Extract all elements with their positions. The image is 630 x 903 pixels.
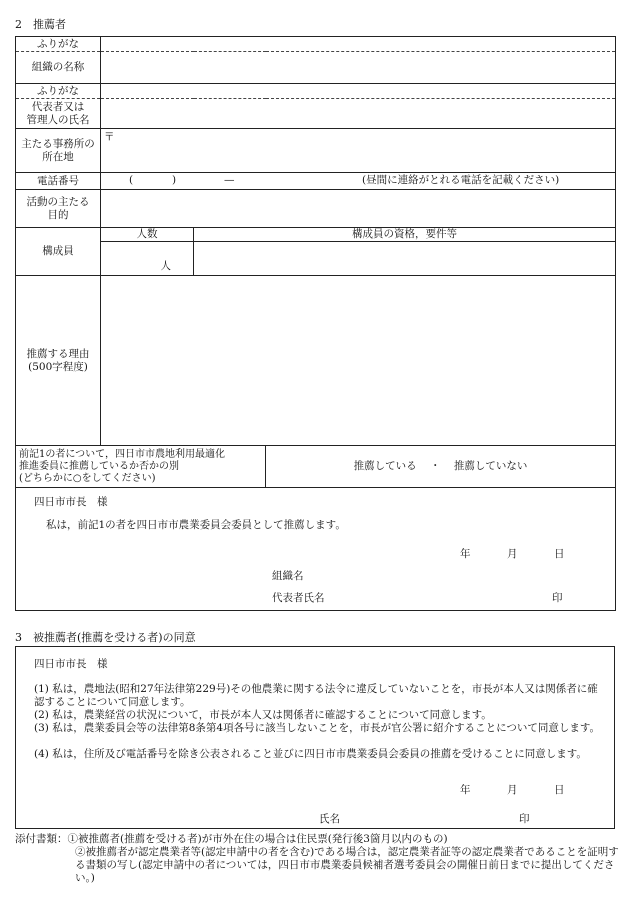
members-qual-field[interactable]	[194, 242, 616, 276]
consent-seal-mark: 印	[519, 813, 530, 825]
phone-note: (昼間に連絡がとれる電話を記載ください)	[362, 174, 560, 186]
purpose-label-line2: 目的	[47, 208, 69, 221]
purpose-label	[16, 190, 101, 228]
rep-furigana-field[interactable]	[101, 84, 616, 99]
consent-month: 月	[507, 784, 518, 796]
phone-close-paren: )	[172, 174, 177, 186]
prev-line3: (どちらかに○をしてください)	[19, 472, 156, 484]
phone-dash: —	[224, 174, 235, 186]
reason-label-line2: (500字程度)	[28, 360, 88, 373]
purpose-field[interactable]	[101, 190, 616, 228]
prev-recommend-choice	[266, 446, 616, 488]
rep-label-line2: 管理人の氏名	[26, 113, 90, 126]
section3-title: 3 被推薦者(推薦を受ける者)の同意	[15, 631, 196, 644]
recommender-table	[15, 36, 616, 611]
seal-mark: 印	[552, 592, 563, 604]
section2-title: 2 推薦者	[15, 18, 66, 31]
prev-line1: 前記1の者について，四日市市農地利用最適化	[19, 448, 225, 460]
org-name-field[interactable]	[101, 52, 616, 84]
postal-mark: 〒	[104, 131, 115, 143]
office-label-line2: 所在地	[42, 150, 74, 163]
reason-label-line1: 推薦する理由	[26, 347, 90, 360]
attachments	[15, 833, 620, 885]
org-name-label: 組織の名称	[16, 52, 101, 84]
members-qual-header: 構成員の資格，要件等	[194, 228, 616, 242]
section3-addressee: 四日市市長 様	[34, 658, 108, 670]
org-furigana-field[interactable]	[101, 37, 616, 52]
consent-item-1: (1) 私は，農地法(昭和27年法律第229号)その他農業に関する法令に違反していないことを，市長が本人又は関係者に確認することについて同意します。	[34, 683, 598, 708]
consent-year: 年	[460, 784, 471, 796]
members-unit: 人	[160, 260, 171, 273]
date-month: 月	[507, 548, 518, 560]
consent-name-label: 氏名	[319, 813, 340, 825]
prev-recommend-question	[16, 446, 266, 488]
choice-separator: ・	[430, 460, 441, 473]
office-label	[16, 129, 101, 173]
members-count-header: 人数	[101, 228, 194, 242]
phone-label: 電話番号	[16, 173, 101, 190]
rep-name-field[interactable]	[101, 99, 616, 129]
recommend-statement: 私は，前記1の者を四日市市農業委員会委員として推薦します。	[46, 519, 346, 531]
section2-addressee: 四日市市長 様	[34, 496, 108, 508]
consent-box	[15, 646, 615, 829]
choice-no[interactable]: 推薦していない	[453, 460, 528, 473]
prev-line2: 推進委員に推薦しているか否かの別	[19, 460, 179, 472]
attachment-item-1: ①被推薦者(推薦を受ける者)が市外在住の場合は住民票(発行後3箇月以内のもの)	[67, 833, 448, 845]
consent-item-2: (2) 私は，農業経営の状況について，市長が本人又は関係者に確認することについて同意します。	[34, 709, 492, 721]
members-count-field[interactable]	[101, 242, 194, 276]
reason-field[interactable]	[101, 276, 616, 446]
attachments-label: 添付書類：	[15, 833, 68, 845]
choice-yes[interactable]: 推薦している	[353, 460, 417, 473]
office-address-field[interactable]	[101, 129, 616, 173]
consent-item-4: (4) 私は，住所及び電話番号を除き公表されること並びに四日市市農業委員会委員の推薦を受けることに同意します。	[34, 748, 587, 760]
recommend-statement-cell	[16, 488, 616, 611]
consent-day: 日	[554, 784, 565, 796]
members-label: 構成員	[16, 228, 101, 276]
phone-field[interactable]	[101, 173, 616, 190]
reason-label	[16, 276, 101, 446]
office-label-line1: 主たる事務所の	[21, 137, 95, 150]
date-year: 年	[460, 548, 471, 560]
phone-open-paren: (	[129, 174, 134, 186]
date-day: 日	[554, 548, 565, 560]
rep-label-line1: 代表者又は	[31, 100, 85, 113]
consent-item-3: (3) 私は，農業委員会等の法律第8条第4項各号に該当しないことを，市長が官公署に紹介することについて同意します。	[34, 722, 601, 734]
sig-org-label: 組織名	[272, 570, 304, 582]
sig-rep-label: 代表者氏名	[272, 592, 325, 604]
purpose-label-line1: 活動の主たる	[26, 195, 90, 208]
furigana2-label: ふりがな	[16, 84, 101, 99]
rep-name-label	[16, 99, 101, 129]
furigana-label: ふりがな	[16, 37, 101, 52]
attachment-item-2: ②被推薦者が認定農業者等(認定申請中の者を含む)である場合は，認定農業者証等の認定農業者であることを証明する書類の写し(認定申請中の者については，四日市市農業委員候補者選考委員会の開催日前日までに提出してください。)	[75, 846, 619, 884]
